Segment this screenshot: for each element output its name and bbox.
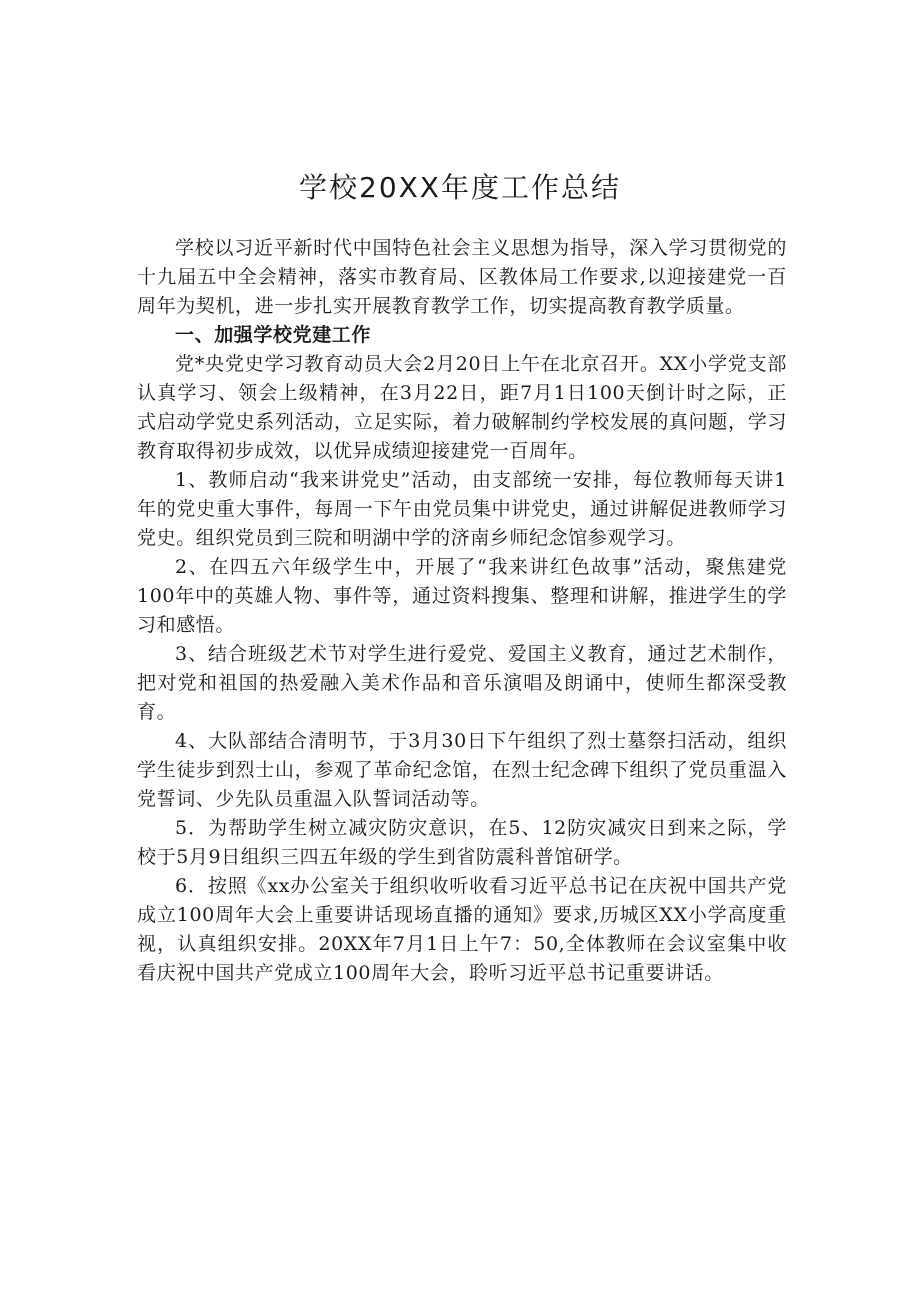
list-item: 6．按照《xx办公室关于组织收听收看习近平总书记在庆祝中国共产党成立100周年大会上重要讲话现场直播的通知》要求,历城区XX小学高度重视，认真组织安排。20XX年7月1日上午7：50,全体教师在会议室集中收看庆祝中国共产党成立100周年大会，聆听习近平总书记重要讲话。	[137, 875, 787, 984]
intro-paragraph: 学校以习近平新时代中国特色社会主义思想为指导，深入学习贯彻党的十九届五中全会精神，落实市教育局、区教体局工作要求,以迎接建党一百周年为契机，进一步扎实开展教育教学工作，切实提高教育教学质量。	[137, 237, 787, 317]
document-body	[137, 234, 787, 988]
list-item: 5．为帮助学生树立减灾防灾意识，在5、12防灾减灾日到来之际，学校于5月9日组织三四五年级的学生到省防震科普馆研学。	[137, 817, 787, 868]
section-lead-paragraph: 党*央党史学习教育动员大会2月20日上午在北京召开。XX小学党支部认真学习、领会上级精神，在3月22日，距7月1日100天倒计时之际，正式启动学党史系列活动，立足实际，着力破解制约学校发展的真问题，学习教育取得初步成效，以优异成绩迎接建党一百周年。	[137, 353, 787, 462]
list-item: 4、大队部结合清明节，于3月30日下午组织了烈士墓祭扫活动，组织学生徒步到烈士山，参观了革命纪念馆，在烈士纪念碑下组织了党员重温入党誓词、少先队员重温入队誓词活动等。	[137, 730, 787, 810]
list-item: 3、结合班级艺术节对学生进行爱党、爱国主义教育，通过艺术制作，把对党和祖国的热爱融入美术作品和音乐演唱及朗诵中，使师生都深受教育。	[137, 643, 787, 723]
list-item: 2、在四五六年级学生中，开展了“我来讲红色故事”活动，聚焦建党100年中的英雄人物、事件等，通过资料搜集、整理和讲解，推进学生的学习和感悟。	[137, 556, 787, 636]
list-item: 1、教师启动“我来讲党史”活动，由支部统一安排，每位教师每天讲1年的党史重大事件，每周一下午由党员集中讲党史，通过讲解促进教师学习党史。组织党员到三院和明湖中学的济南乡师纪念馆参观学习。	[137, 469, 787, 549]
section-heading: 一、加强学校党建工作	[175, 324, 372, 346]
document-title: 学校20XX年度工作总结	[299, 171, 621, 204]
